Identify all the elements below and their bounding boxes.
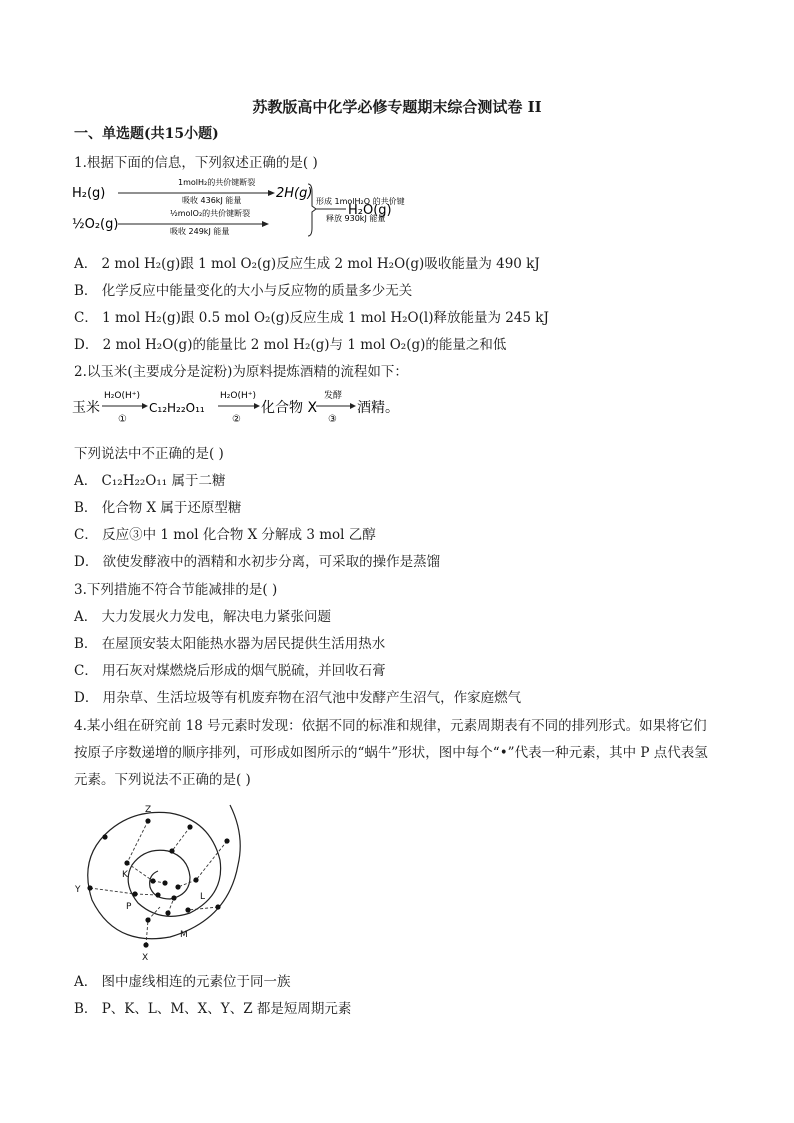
q2-arrow2-head [254,403,260,409]
q1-arrow3-top: 形成 1molH₂O 的共价键 [316,197,405,206]
q1-option-b: B． 化学反应中能量变化的大小与反应物的质量多少无关 [74,283,413,299]
q3-option-c: C． 用石灰对煤燃烧后形成的烟气脱硫，并回收石膏 [74,663,386,679]
q4-label-x: X [142,953,149,963]
q4-stem-line-1: 4.某小组在研究前 18 号元素时发现：依据不同的标准和规律，元素周期表有不同的排列形式。如果将它们 [74,718,707,734]
q1-arrow1-top: 1molH₂的共价键断裂 [178,178,256,187]
q2-arrow3-head [350,403,356,409]
q2-start: 玉米 [72,400,100,416]
q1-o2: ½O₂(g) [72,217,119,232]
q1-h2: H₂(g) [72,186,106,201]
q2-option-c: C． 反应③中 1 mol 化合物 X 分解成 3 mol 乙醇 [74,527,376,543]
q1-option-a: A． 2 mol H₂(g)跟 1 mol O₂(g)反应生成 2 mol H₂O(g)吸收能量为 490 kJ [74,256,540,272]
q4-label-y: Y [75,885,81,895]
q2-stem: 2.以玉米(主要成分是淀粉)为原料提炼酒精的流程如下： [74,364,408,380]
q3-option-a: A． 大力发展火力发电，解决电力紧张问题 [74,609,332,625]
q1-arrow2-top: ½molO₂的共价键断裂 [170,209,251,218]
q4-snail-diagram [70,795,250,965]
q4-option-a: A． 图中虚线相连的元素位于同一族 [74,974,291,990]
q2-arrow1-head [142,403,148,409]
q3-stem: 3.下列措施不符合节能减排的是( ) [74,582,278,598]
q4-element-dots [87,818,229,947]
q4-stem-line-2: 按原子序数递增的顺序排列，可形成如图所示的“蜗牛”形状，图中每个“•”代表一种元素，其中 P 点代表氢 [74,745,708,761]
q1-stem: 1.根据下面的信息，下列叙述正确的是( ) [74,155,318,171]
q1-arrow1-bottom: 吸收 436kJ 能量 [182,196,242,205]
q2-arrow3-top: 发酵 [324,391,343,401]
q2-arrow1-top: H₂O(H⁺) [104,391,140,401]
q1-arrow2-head [262,221,269,227]
q2-end: 酒精。 [357,400,399,416]
q2-prompt: 下列说法中不正确的是( ) [74,446,224,462]
q4-stem-line-3: 元素。下列说法不正确的是( ) [74,772,251,788]
q4-spiral [88,805,240,939]
q4-label-k: K [122,870,128,880]
q2-arrow2-bottom: ② [232,414,241,425]
q4-label-m: M [180,930,188,940]
q2-arrow3-bottom: ③ [328,414,337,425]
q1-arrow3-bottom: 释放 930kJ 能量 [326,214,386,223]
q3-option-b: B． 在屋顶安装太阳能热水器为居民提供生活用热水 [74,636,386,652]
q1-option-d: D． 2 mol H₂O(g)的能量比 2 mol H₂(g)与 1 mol O₂(g)的能量之和低 [74,337,507,353]
q4-label-p: P [126,902,132,912]
q4-option-b: B． P、K、L、M、X、Y、Z 都是短周期元素 [74,1001,352,1017]
q4-label-l: L [200,892,206,902]
q2-flow-diagram [70,384,400,428]
q1-energy-diagram [70,172,410,242]
page-title: 苏教版高中化学必修专题期末综合测试卷 II [252,98,542,116]
q4-dashed-lines [90,821,227,945]
q1-arrow2-bottom: 吸收 249kJ 能量 [170,227,230,236]
q2-option-b: B． 化合物 X 属于还原型糖 [74,500,242,516]
q3-option-d: D． 用杂草、生活垃圾等有机废弃物在沼气池中发酵产生沼气，作家庭燃气 [74,690,522,706]
q1-arrow1-head [268,190,275,196]
q2-option-a: A． C₁₂H₂₂O₁₁ 属于二糖 [74,473,226,489]
q2-arrow2-top: H₂O(H⁺) [220,391,256,401]
q2-arrow1-bottom: ① [118,414,127,425]
q2-mid1: C₁₂H₂₂O₁₁ [149,401,205,415]
q1-product2: H₂O(g) [348,203,392,218]
q2-mid2: 化合物 X [261,400,318,416]
q1-option-c: C． 1 mol H₂(g)跟 0.5 mol O₂(g)反应生成 1 mol H₂O(l)释放能量为 245 kJ [74,310,549,326]
section-heading: 一、单选题(共15小题) [74,126,219,142]
q4-label-z: Z [145,805,152,815]
q1-product1: 2H(g) [276,186,313,201]
q2-option-d: D． 欲使发酵液中的酒精和水初步分离，可采取的操作是蒸馏 [74,554,441,570]
